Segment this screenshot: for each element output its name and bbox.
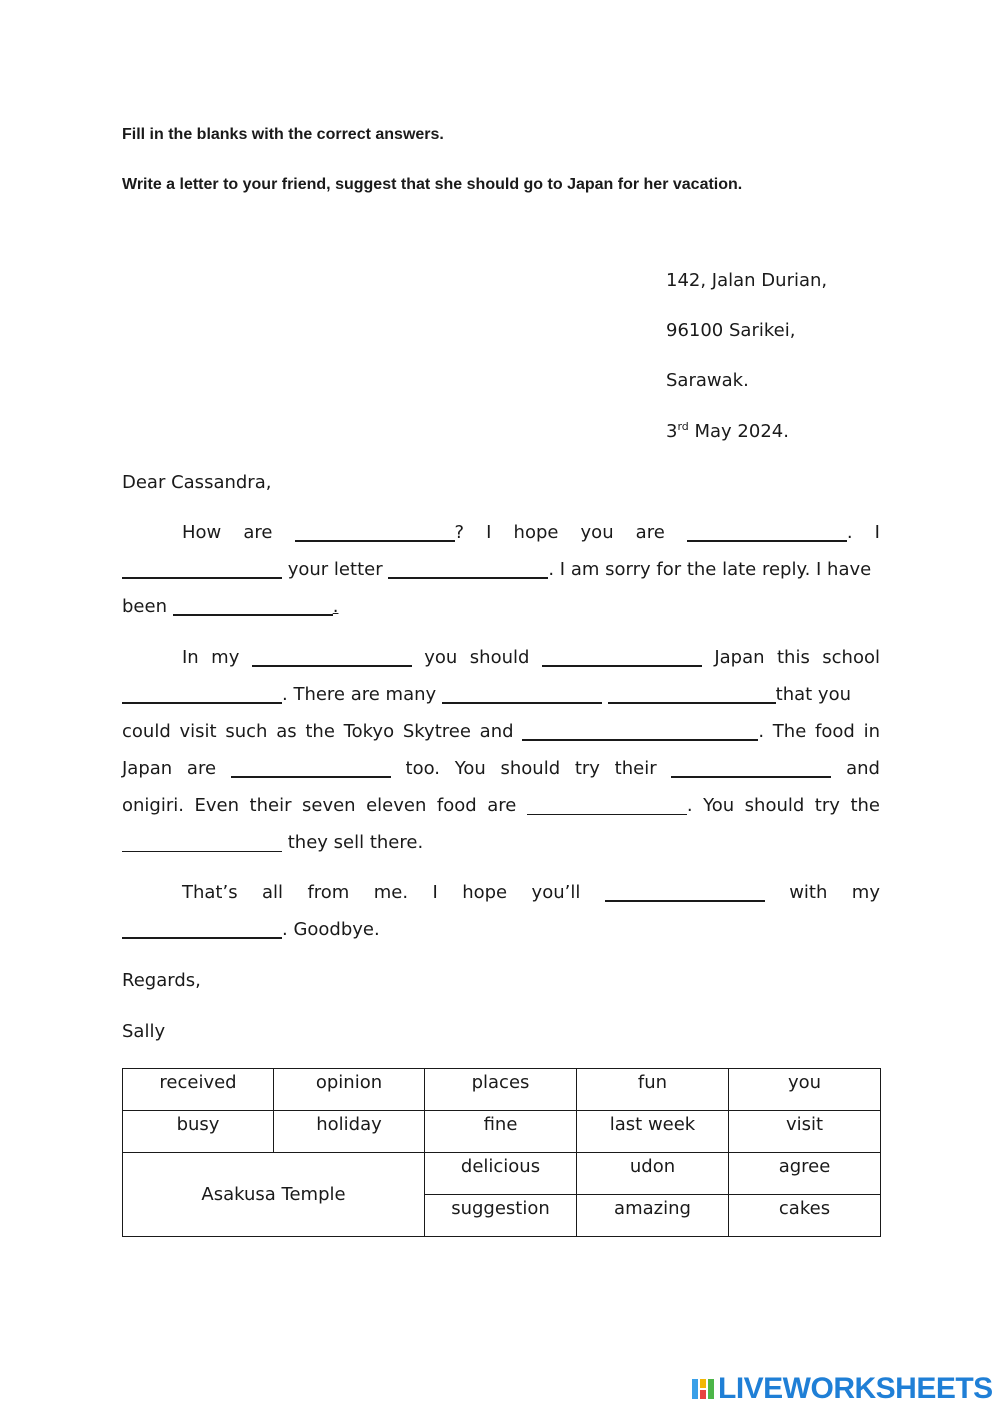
para1-text: your letter <box>287 559 383 580</box>
blank-15[interactable] <box>122 833 282 852</box>
blank-16[interactable] <box>605 882 765 902</box>
word-bank-cell[interactable]: Asakusa Temple <box>123 1153 425 1237</box>
para2-text: you should <box>424 647 530 668</box>
blank-10[interactable] <box>608 684 776 704</box>
para2-line3 <box>122 721 880 743</box>
signature: Sally <box>122 1021 166 1042</box>
para3-text: . Goodbye. <box>282 919 380 940</box>
word-bank-cell[interactable]: fun <box>577 1069 729 1111</box>
word-bank-row <box>123 1153 881 1195</box>
address-postcode-city: 96100 Sarikei, <box>666 320 796 341</box>
para1-line2 <box>122 559 880 581</box>
para2-text: Japan this school <box>714 647 880 668</box>
blank-2[interactable] <box>687 522 847 542</box>
para1-text: How are <box>182 522 273 543</box>
para3-text: That’s all from me. I hope you’ll <box>182 882 581 903</box>
instruction-write-letter: Write a letter to your friend, suggest that she should go to Japan for her vacation. <box>122 176 743 193</box>
para2-line2 <box>122 684 880 706</box>
word-bank-cell[interactable]: received <box>123 1069 274 1111</box>
word-bank-cell[interactable]: busy <box>123 1111 274 1153</box>
word-bank-cell[interactable]: agree <box>729 1153 881 1195</box>
blank-1[interactable] <box>295 522 455 542</box>
blank-5[interactable] <box>173 596 333 616</box>
word-bank-row <box>123 1111 881 1153</box>
date-month-year: May 2024. <box>688 421 789 442</box>
para2-line6 <box>122 832 880 854</box>
para2-text: Japan are <box>122 758 217 779</box>
instruction-fill-blanks: Fill in the blanks with the correct answers. <box>122 126 444 143</box>
para2-text: that you <box>775 684 852 705</box>
para1-text: ? I hope you are <box>454 522 665 543</box>
blank-9[interactable] <box>442 684 602 704</box>
word-bank-cell[interactable]: fine <box>425 1111 577 1153</box>
para1-text: . I am sorry for the late reply. I have <box>548 559 872 580</box>
para1-line1 <box>182 522 880 544</box>
word-bank-cell[interactable]: amazing <box>577 1195 729 1237</box>
date-day: 3 <box>666 421 678 442</box>
blank-11[interactable] <box>522 721 758 741</box>
para2-text: . The food in <box>758 721 880 742</box>
para2-text: they sell there. <box>287 832 424 853</box>
word-bank-row <box>123 1069 881 1111</box>
para1-text: . I <box>846 522 880 543</box>
word-bank-cell[interactable]: visit <box>729 1111 881 1153</box>
para1-line3 <box>122 596 880 618</box>
para3-text: with my <box>789 882 880 903</box>
blank-7[interactable] <box>542 647 702 667</box>
word-bank-table <box>122 1068 881 1237</box>
blank-12[interactable] <box>231 758 391 778</box>
closing: Regards, <box>122 970 201 991</box>
para2-line5 <box>122 795 880 817</box>
para2-text: . You should try the <box>686 795 880 816</box>
date-suffix: rd <box>677 420 689 433</box>
para2-text: could visit such as the Tokyo Skytree and <box>122 721 514 742</box>
word-bank-cell[interactable]: you <box>729 1069 881 1111</box>
para3-line1 <box>182 882 880 904</box>
blank-13[interactable] <box>671 758 831 778</box>
para1-text: been <box>122 596 167 617</box>
word-bank-cell[interactable]: places <box>425 1069 577 1111</box>
para2-text: too. You should try their <box>405 758 657 779</box>
para2-text: . There are many <box>282 684 437 705</box>
blank-6[interactable] <box>252 647 412 667</box>
word-bank-cell[interactable]: cakes <box>729 1195 881 1237</box>
blank-8[interactable] <box>122 684 282 704</box>
para1-text: . <box>332 596 339 617</box>
blank-14[interactable] <box>527 796 687 815</box>
para2-line1 <box>182 647 880 669</box>
address-state: Sarawak. <box>666 370 749 391</box>
word-bank-cell[interactable]: holiday <box>274 1111 425 1153</box>
liveworksheets-logo <box>692 1374 993 1404</box>
letter-date <box>666 421 789 442</box>
liveworksheets-logo-text: LIVEWORKSHEETS <box>718 1372 993 1405</box>
para3-line2 <box>122 919 880 941</box>
word-bank-cell[interactable]: delicious <box>425 1153 577 1195</box>
liveworksheets-logo-icon <box>692 1377 714 1401</box>
para2-line4 <box>122 758 880 780</box>
para2-text: In my <box>182 647 240 668</box>
greeting: Dear Cassandra, <box>122 472 272 493</box>
blank-17[interactable] <box>122 919 282 939</box>
para2-text: onigiri. Even their seven eleven food are <box>122 795 517 816</box>
word-bank-cell[interactable]: udon <box>577 1153 729 1195</box>
word-bank-cell[interactable]: opinion <box>274 1069 425 1111</box>
blank-4[interactable] <box>388 559 548 579</box>
para2-text: and <box>846 758 880 779</box>
word-bank-cell[interactable]: suggestion <box>425 1195 577 1237</box>
word-bank-cell[interactable]: last week <box>577 1111 729 1153</box>
address-street: 142, Jalan Durian, <box>666 270 828 291</box>
blank-3[interactable] <box>122 559 282 579</box>
